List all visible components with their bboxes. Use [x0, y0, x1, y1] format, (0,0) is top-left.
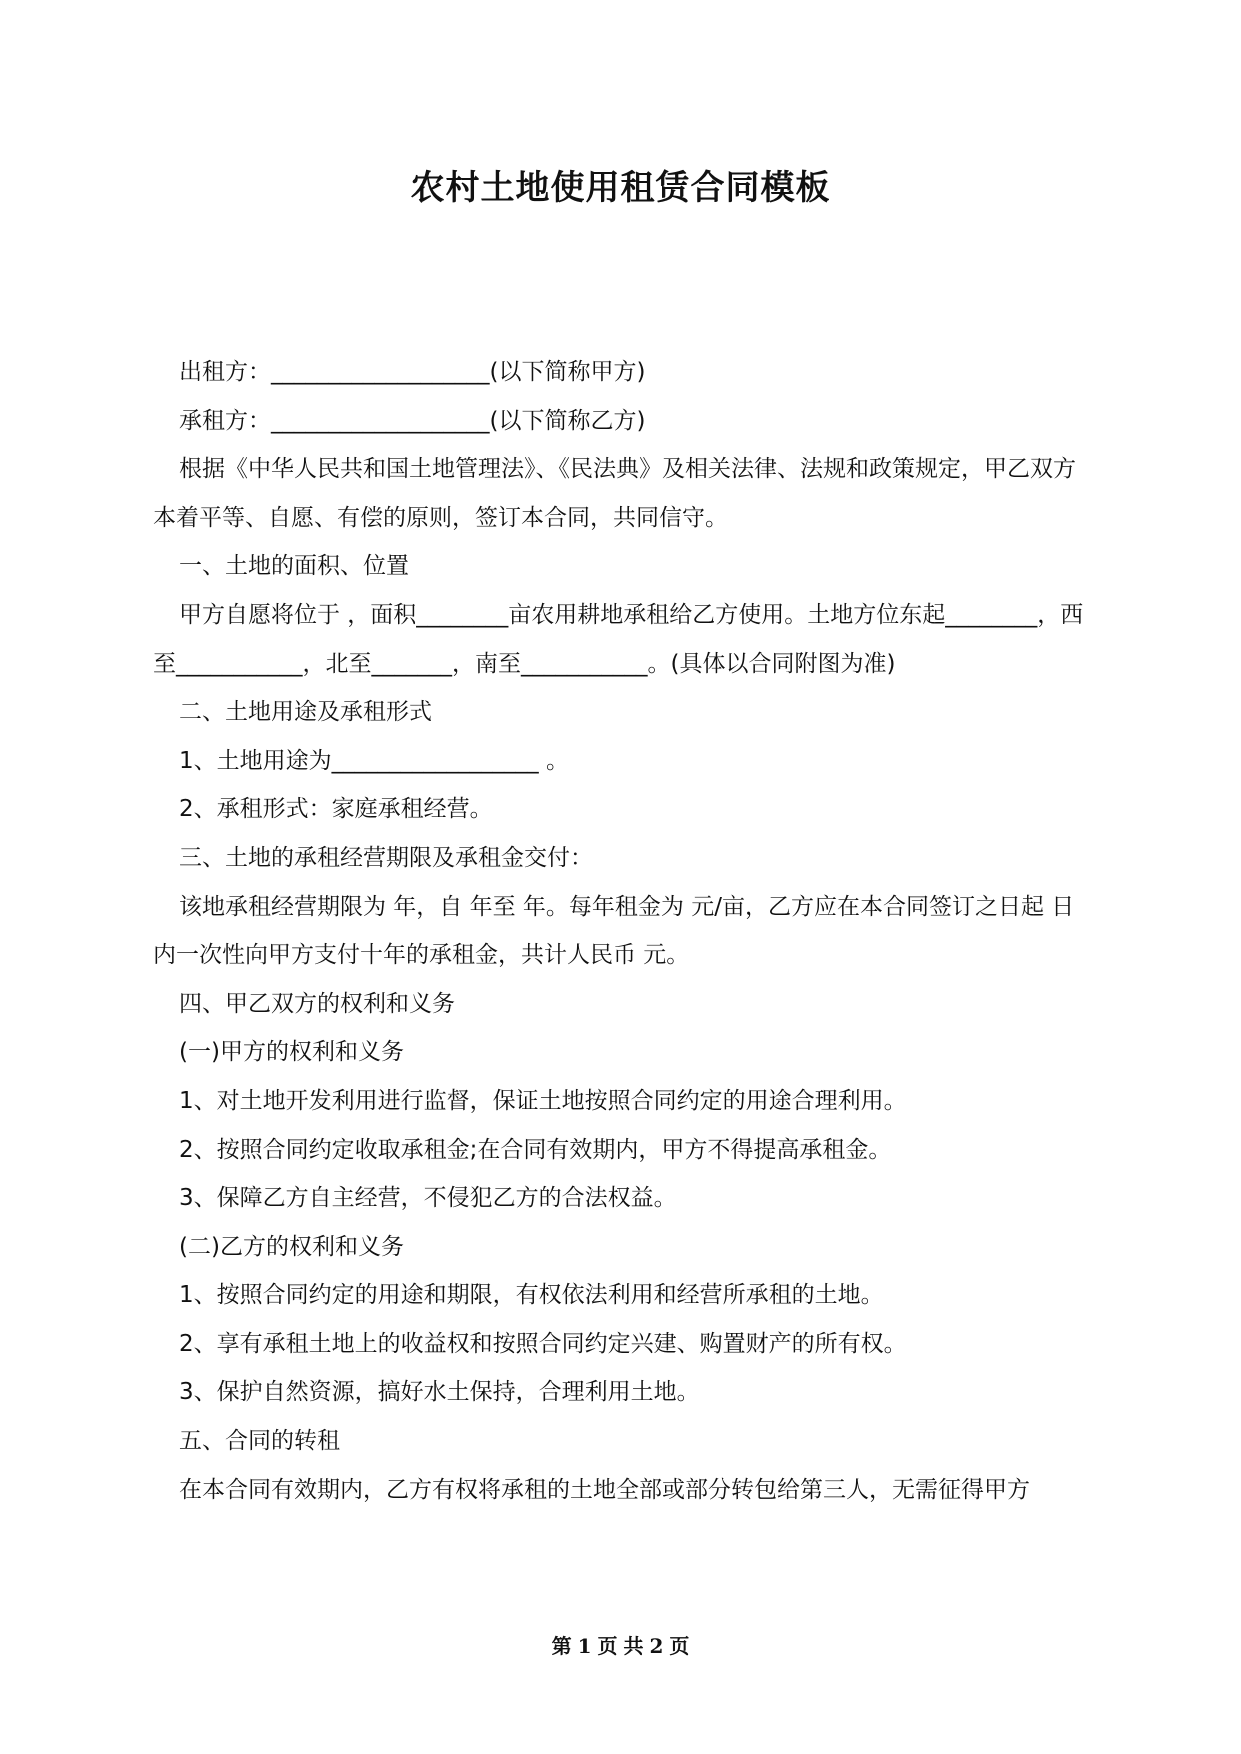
- footer-word-page: 第: [551, 1634, 572, 1658]
- subsection-heading-lessor: (一)甲方的权利和义务: [179, 1039, 404, 1066]
- paragraph-lease-term: 该地承租经营期限为 年，自 年至 年。每年租金为 元/亩，乙方应在本合同签订之日起 日内一次性向甲方支付十年的承租金，共计人民币 元。: [153, 893, 1075, 969]
- paragraph-lessee-duty-2: 2、享有承租土地上的收益权和按照合同约定兴建、购置财产的所有权。: [179, 1330, 907, 1357]
- footer-total-pages: 2: [649, 1634, 664, 1658]
- paragraph-lessee-duty-1: 1、按照合同约定的用途和期限，有权依法利用和经营所承租的土地。: [179, 1282, 884, 1309]
- document-body: [153, 348, 1093, 1514]
- section-heading-5: 五、合同的转租: [179, 1428, 340, 1455]
- footer-current-page: 1: [577, 1634, 592, 1658]
- section-heading-1: 一、土地的面积、位置: [179, 553, 409, 580]
- paragraph-lessor: 出租方：___________________(以下简称甲方): [179, 359, 646, 385]
- section-heading-2: 二、土地用途及承租形式: [179, 699, 432, 726]
- footer-word-page-unit: 页: [597, 1634, 618, 1658]
- subsection-heading-lessee: (二)乙方的权利和义务: [179, 1233, 404, 1260]
- footer-word-total: 共: [623, 1634, 644, 1658]
- paragraph-land-use: 1、土地用途为__________________ 。: [179, 747, 569, 774]
- footer-word-page-unit-2: 页: [669, 1634, 690, 1658]
- paragraph-lessor-duty-2: 2、按照合同约定收取承租金;在合同有效期内，甲方不得提高承租金。: [179, 1136, 892, 1163]
- section-heading-4: 四、甲乙双方的权利和义务: [179, 990, 455, 1017]
- page-footer: [0, 1630, 1241, 1659]
- paragraph-lessor-duty-3: 3、保障乙方自主经营，不侵犯乙方的合法权益。: [179, 1185, 677, 1212]
- paragraph-lessee: 承租方：___________________(以下简称乙方): [179, 407, 646, 434]
- paragraph-land-location: 甲方自愿将位于 ，面积________亩农用耕地承租给乙方使用。土地方位东起________，西至___________，北至_______，南至___________。(具体以合同附图为准): [153, 601, 1084, 677]
- document-title: 农村土地使用租赁合同模板: [410, 168, 831, 208]
- paragraph-sublease: 在本合同有效期内，乙方有权将承租的土地全部或部分转包给第三人，无需征得甲方: [179, 1476, 1030, 1503]
- paragraph-lessor-duty-1: 1、对土地开发利用进行监督，保证土地按照合同约定的用途合理利用。: [179, 1087, 907, 1114]
- paragraph-preamble: 根据《中华人民共和国土地管理法》、《民法典》及相关法律、法规和政策规定，甲乙双方本着平等、自愿、有偿的原则，签订本合同，共同信守。: [153, 456, 1076, 531]
- section-heading-3: 三、土地的承租经营期限及承租金交付：: [179, 844, 593, 871]
- paragraph-lessee-duty-3: 3、保护自然资源，搞好水土保持，合理利用土地。: [179, 1379, 700, 1406]
- paragraph-lease-form: 2、承租形式：家庭承租经营。: [179, 796, 493, 823]
